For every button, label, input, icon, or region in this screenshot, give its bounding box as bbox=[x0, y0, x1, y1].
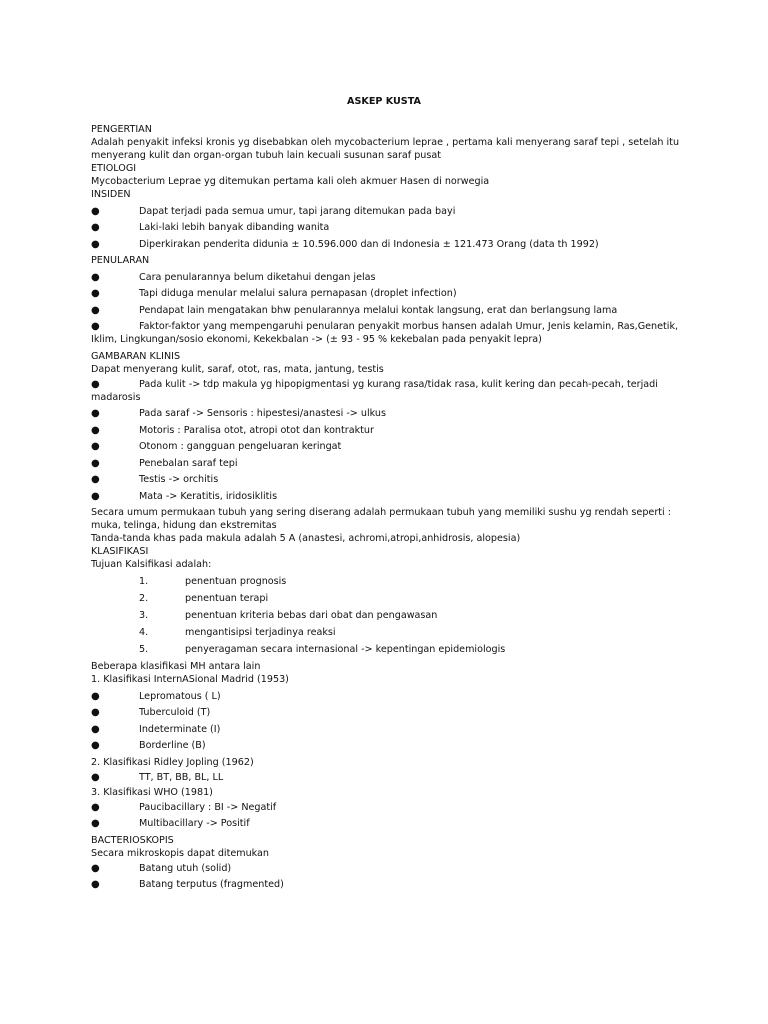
bullet-icon: ● bbox=[91, 378, 100, 390]
bullet-icon: ● bbox=[91, 474, 100, 485]
bullet-icon: ● bbox=[91, 408, 100, 419]
list-item-text: Pendapat lain mengatakan bhw penularannya melalui kontak langsung, erat dan berlangsung lama bbox=[139, 304, 618, 316]
list-item-text: Motoris : Paralisa otot, atropi otot dan kontraktur bbox=[139, 424, 374, 436]
pengertian-text: Adalah penyakit infeksi kronis yg disebabkan oleh mycobacterium leprae , pertama kali menyerang saraf tepi , setelah itu menyerang kulit dan organ-organ tubuh lain kecuali susunan saraf pusat bbox=[91, 137, 680, 161]
list-item-text: Paucibacillary : BI -> Negatif bbox=[139, 801, 277, 813]
list-item bbox=[91, 706, 691, 719]
numbered-item bbox=[91, 592, 691, 605]
item-text: penentuan terapi bbox=[185, 593, 269, 604]
list-item bbox=[91, 878, 691, 891]
list-item bbox=[91, 440, 691, 453]
list-item bbox=[91, 457, 691, 470]
bacterioskopis-intro: Secara mikroskopis dapat ditemukan bbox=[91, 847, 270, 859]
list-item-text: Diperkirakan penderita didunia ± 10.596.000 dan di Indonesia ± 121.473 Orang (data th 1992) bbox=[139, 238, 599, 250]
bullet-icon: ● bbox=[91, 288, 100, 299]
gambaran-5a: Tanda-tanda khas pada makula adalah 5 A (anastesi, achromi,atropi,anhidrosis, alopesia) bbox=[91, 533, 521, 544]
heading-etiologi: ETIOLOGI bbox=[91, 163, 137, 174]
list-item bbox=[91, 739, 691, 752]
heading-gambaran-klinis: GAMBARAN KLINIS bbox=[91, 350, 181, 362]
bullet-icon: ● bbox=[91, 457, 100, 469]
bullet-icon: ● bbox=[91, 271, 100, 283]
list-item bbox=[91, 801, 691, 814]
gambaran-paragraph: Secara umum permukaan tubuh yang sering diserang adalah permukaan tubuh yang memiliki sushu yg rendah seperti : muka, telinga, hidung dan ekstremitas bbox=[91, 507, 671, 531]
heading-bacterioskopis: BACTERIOSKOPIS bbox=[91, 834, 174, 846]
list-item bbox=[91, 378, 691, 404]
bullet-icon: ● bbox=[91, 238, 100, 250]
item-text: mengantisipsi terjadinya reaksi bbox=[185, 627, 336, 638]
bullet-icon: ● bbox=[91, 690, 100, 702]
list-item bbox=[91, 723, 691, 736]
klasifikasi-beberapa: Beberapa klasifikasi MH antara lain bbox=[91, 661, 261, 672]
bullet-icon: ● bbox=[91, 862, 100, 874]
list-item bbox=[91, 424, 691, 437]
list-item-text: Penebalan saraf tepi bbox=[139, 457, 238, 469]
list-item-text: Faktor-faktor yang mempengaruhi penularan penyakit morbus hansen adalah Umur, Jenis kelamin, Ras,Genetik, Iklim, Lingkungan/sosio ekonomi, Kekekbalan -> (± 93 - 95 % kekebalan pada penyakit lepra) bbox=[91, 321, 679, 345]
list-item bbox=[91, 473, 691, 486]
list-item-text: Indeterminate (I) bbox=[139, 723, 221, 735]
list-item bbox=[91, 407, 691, 420]
list-item-text: Tuberculoid (T) bbox=[139, 707, 211, 718]
klasifikasi-who: 3. Klasifikasi WHO (1981) bbox=[91, 786, 213, 798]
document-title: ASKEP KUSTA bbox=[347, 96, 421, 107]
numbered-item bbox=[91, 626, 691, 639]
list-item bbox=[91, 490, 691, 503]
list-item-text: Batang terputus (fragmented) bbox=[139, 879, 284, 890]
list-item-text: Batang utuh (solid) bbox=[139, 862, 232, 874]
heading-klasifikasi: KLASIFIKASI bbox=[91, 546, 149, 557]
etiologi-text: Mycobacterium Leprae yg ditemukan pertama kali oleh akmuer Hasen di norwegia bbox=[91, 176, 490, 187]
list-item-text: Cara penularannya belum diketahui dengan jelas bbox=[139, 271, 376, 283]
list-item-text: TT, BT, BB, BL, LL bbox=[139, 771, 224, 783]
bullet-icon: ● bbox=[91, 723, 100, 735]
item-number: 1. bbox=[139, 576, 149, 587]
list-item bbox=[91, 817, 691, 830]
list-item-text: Otonom : gangguan pengeluaran keringat bbox=[139, 441, 342, 452]
bullet-icon: ● bbox=[91, 304, 100, 316]
item-text: penyeragaman secara internasional -> kepentingan epidemiologis bbox=[185, 644, 506, 655]
bullet-icon: ● bbox=[91, 222, 100, 233]
list-item bbox=[91, 690, 691, 703]
numbered-item bbox=[91, 643, 691, 656]
bullet-icon: ● bbox=[91, 490, 100, 502]
klasifikasi-intro: Tujuan Kalsifikasi adalah: bbox=[91, 559, 212, 570]
bullet-icon: ● bbox=[91, 321, 100, 332]
list-item bbox=[91, 205, 691, 218]
numbered-item bbox=[91, 575, 691, 588]
list-item-text: Lepromatous ( L) bbox=[139, 690, 221, 702]
bullet-icon: ● bbox=[91, 818, 100, 829]
item-text: penentuan kriteria bebas dari obat dan pengawasan bbox=[185, 610, 438, 621]
list-item-text: Dapat terjadi pada semua umur, tapi jarang ditemukan pada bayi bbox=[139, 205, 456, 217]
bullet-icon: ● bbox=[91, 424, 100, 436]
list-item-text: Pada saraf -> Sensoris : hipestesi/anastesi -> ulkus bbox=[139, 408, 386, 419]
item-text: penentuan prognosis bbox=[185, 576, 287, 587]
document-body bbox=[91, 123, 691, 895]
bullet-icon: ● bbox=[91, 707, 100, 718]
gambaran-intro: Dapat menyerang kulit, saraf, otot, ras, mata, jantung, testis bbox=[91, 363, 384, 375]
heading-insiden: INSIDEN bbox=[91, 189, 131, 200]
bullet-icon: ● bbox=[91, 441, 100, 452]
list-item-text: Mata -> Keratitis, iridosiklitis bbox=[139, 490, 278, 502]
item-number: 3. bbox=[139, 610, 149, 621]
list-item-text: Laki-laki lebih banyak dibanding wanita bbox=[139, 222, 330, 233]
item-number: 2. bbox=[139, 593, 149, 604]
list-item bbox=[91, 862, 691, 875]
list-item bbox=[91, 771, 691, 784]
list-item bbox=[91, 287, 691, 300]
numbered-item bbox=[91, 609, 691, 622]
list-item-text: Pada kulit -> tdp makula yg hipopigmentasi yg kurang rasa/tidak rasa, kulit kering dan pecah-pecah, terjadi madarosis bbox=[91, 378, 658, 403]
list-item bbox=[91, 320, 691, 346]
list-item-text: Tapi diduga menular melalui salura pernapasan (droplet infection) bbox=[139, 288, 457, 299]
klasifikasi-ridley: 2. Klasifikasi Ridley Jopling (1962) bbox=[91, 756, 254, 768]
bullet-icon: ● bbox=[91, 740, 100, 751]
list-item-text: Testis -> orchitis bbox=[139, 474, 219, 485]
list-item-text: Multibacillary -> Positif bbox=[139, 818, 250, 829]
list-item-text: Borderline (B) bbox=[139, 740, 206, 751]
list-item bbox=[91, 271, 691, 284]
heading-penularan: PENULARAN bbox=[91, 255, 150, 266]
bullet-icon: ● bbox=[91, 801, 100, 813]
heading-pengertian: PENGERTIAN bbox=[91, 124, 152, 135]
list-item bbox=[91, 238, 691, 251]
bullet-icon: ● bbox=[91, 879, 100, 890]
bullet-icon: ● bbox=[91, 205, 100, 217]
list-item bbox=[91, 221, 691, 234]
item-number: 4. bbox=[139, 627, 149, 638]
bullet-icon: ● bbox=[91, 771, 100, 783]
klasifikasi-madrid: 1. Klasifikasi InternASional Madrid (1953) bbox=[91, 674, 289, 685]
list-item bbox=[91, 304, 691, 317]
item-number: 5. bbox=[139, 644, 149, 655]
